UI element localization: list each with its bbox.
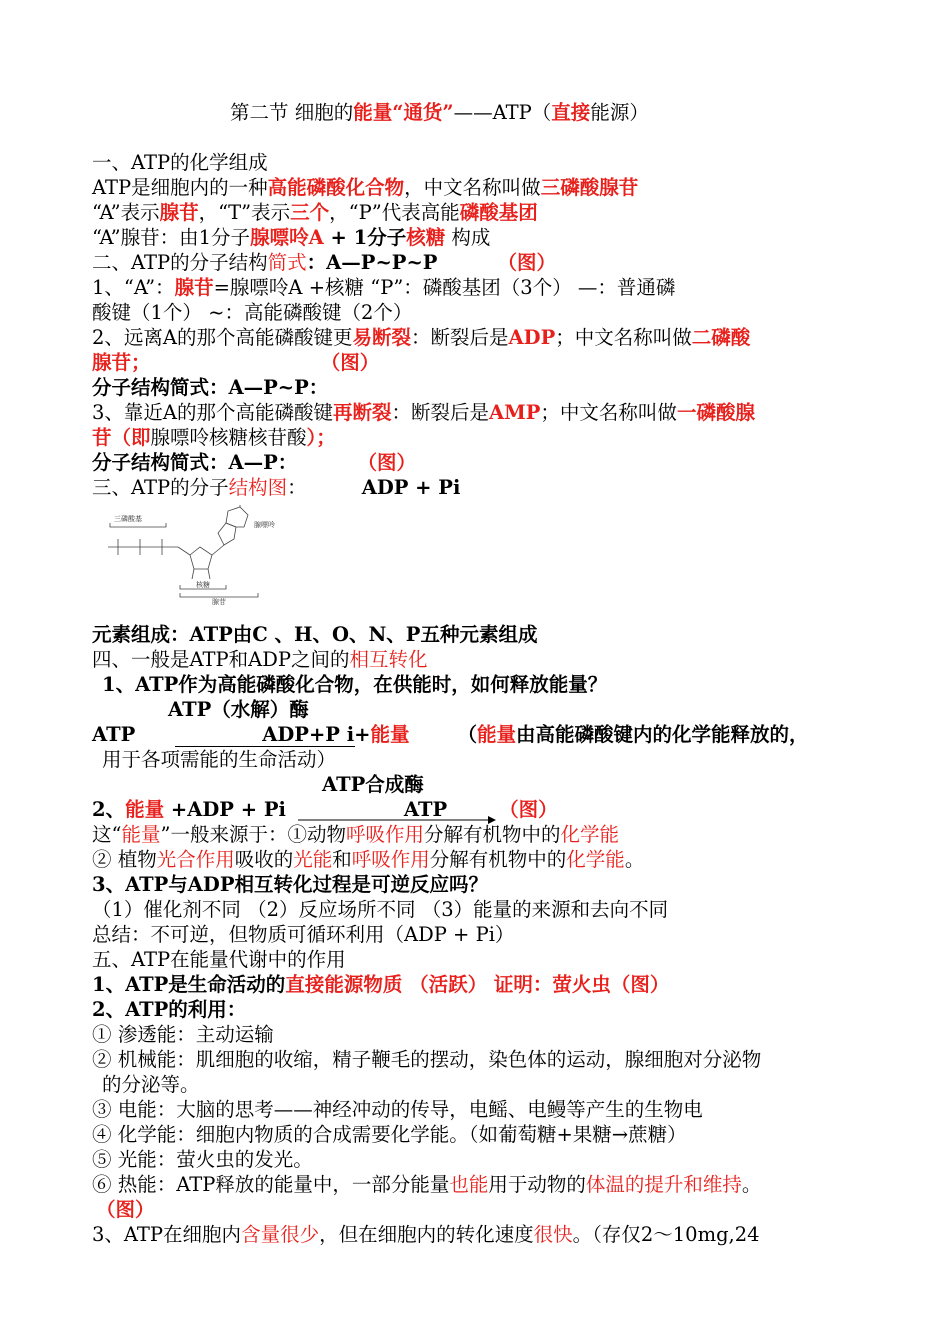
s1-line-1: ATP是细胞内的一种高能磷酸化合物，中文名称叫做三磷酸腺苷 — [92, 176, 639, 199]
use-electrical: ③ 电能：大脑的思考——神经冲动的传导，电鳐、电鳗等产生的生物电 — [92, 1098, 703, 1121]
s1-line-2: “A”表示腺苷，“T”表示三个，“P”代表高能磷酸基团 — [92, 201, 538, 224]
use-light: ⑤ 光能：萤火虫的发光。 — [92, 1148, 313, 1171]
s4-question-1: 1、ATP作为高能磷酸化合物，在供能时，如何释放能量？ — [102, 673, 608, 696]
fig-label-adenine: 腺嘌呤 — [254, 521, 275, 529]
use-heat: ⑥ 热能：ATP释放的能量中，一部分能量也能用于动物的体温的提升和维持。 — [92, 1173, 762, 1196]
use-mechanical: ② 机械能：肌细胞的收缩，精子鞭毛的摆动，染色体的运动，腺细胞对分泌物 — [92, 1048, 762, 1071]
section-3-heading: 三、ATP的分子结构图： ADP + Pi — [92, 476, 461, 499]
fig-label-adenosine: 腺苷 — [212, 598, 226, 605]
section-5-heading: 五、ATP在能量代谢中的作用 — [92, 948, 346, 971]
s4-equation-1b: 用于各项需能的生命活动） — [102, 748, 337, 771]
s4-differences: （1）催化剂不同 （2）反应场所不同 （3）能量的来源和去向不同 — [92, 898, 669, 921]
s4-summary: 总结：不可逆，但物质可循环利用（ADP + Pi） — [92, 923, 515, 946]
s4-equation-1: ATP ADP+P i+能量 （能量由高能磷酸键内的化学能释放的， — [92, 723, 809, 746]
use-mechanical-cont: 的分泌等。 — [102, 1073, 200, 1096]
s2-line-3c: 分子结构简式：A—P： （图） — [92, 451, 417, 474]
s2-line-2b: 腺苷； （图） — [92, 351, 380, 374]
enzyme-hydrolase: ATP（水解）酶 — [168, 698, 309, 721]
s2-line-3b: 苷（即腺嘌呤核糖核苷酸）； — [92, 426, 336, 449]
s4-equation-2: 2、能量 +ADP + Pi ATP （图） — [92, 798, 558, 821]
s2-line-2: 2、远离A的那个高能磷酸键更易断裂：断裂后是ADP；中文名称叫做二磷酸 — [92, 326, 751, 349]
s5-line-1: 1、ATP是生命活动的直接能源物质 （活跃） 证明：萤火虫（图） — [92, 973, 670, 996]
s3-elements: 元素组成：ATP由C 、H、O、N、P五种元素组成 — [92, 623, 538, 646]
enzyme-synthase: ATP合成酶 — [322, 773, 424, 796]
use-chemical: ④ 化学能：细胞内物质的合成需要化学能。（如葡萄糖+果糖→蔗糖） — [92, 1123, 687, 1146]
section-4-heading: 四、一般是ATP和ADP之间的相互转化 — [92, 648, 428, 671]
s5-line-2: 2、ATP的利用： — [92, 998, 247, 1021]
s4-energy-source-1: 这“能量”一般来源于：①动物呼吸作用分解有机物中的化学能 — [92, 823, 620, 846]
use-heat-figure-note: （图） — [96, 1198, 155, 1221]
fig-label-phosphate: 三磷酸基 — [114, 515, 142, 523]
fig-label-ribose: 核糖 — [196, 581, 210, 589]
s1-line-3: “A”腺苷：由1分子腺嘌呤A + 1分子核糖 构成 — [92, 226, 491, 249]
s5-line-3: 3、ATP在细胞内含量很少，但在细胞内的转化速度很快。（存仅2～10mg,24 — [92, 1223, 760, 1246]
atp-structure-figure — [88, 505, 298, 605]
section-1-heading: 一、ATP的化学组成 — [92, 151, 268, 174]
s2-line-2c: 分子结构简式：A—P~P： — [92, 376, 329, 399]
s4-energy-source-2: ② 植物光合作用吸收的光能和呼吸作用分解有机物中的化学能。 — [92, 848, 645, 871]
section-2-heading: 二、ATP的分子结构简式：A—P~P~P （图） — [92, 251, 556, 274]
s2-line-1b: 酸键（1个） ~：高能磷酸键（2个） — [92, 301, 413, 324]
use-osmotic: ① 渗透能：主动运输 — [92, 1023, 274, 1046]
page-title: 第二节 细胞的能量“通货”——ATP（直接能源） — [230, 101, 649, 124]
s2-line-3: 3、靠近A的那个高能磷酸键再断裂：断裂后是AMP；中文名称叫做一磷酸腺 — [92, 401, 755, 424]
s4-question-3: 3、ATP与ADP相互转化过程是可逆反应吗？ — [92, 873, 489, 896]
s2-line-1: 1、“A”：腺苷=腺嘌呤A +核糖 “P”：磷酸基团（3个） —：普通磷 — [92, 276, 676, 299]
